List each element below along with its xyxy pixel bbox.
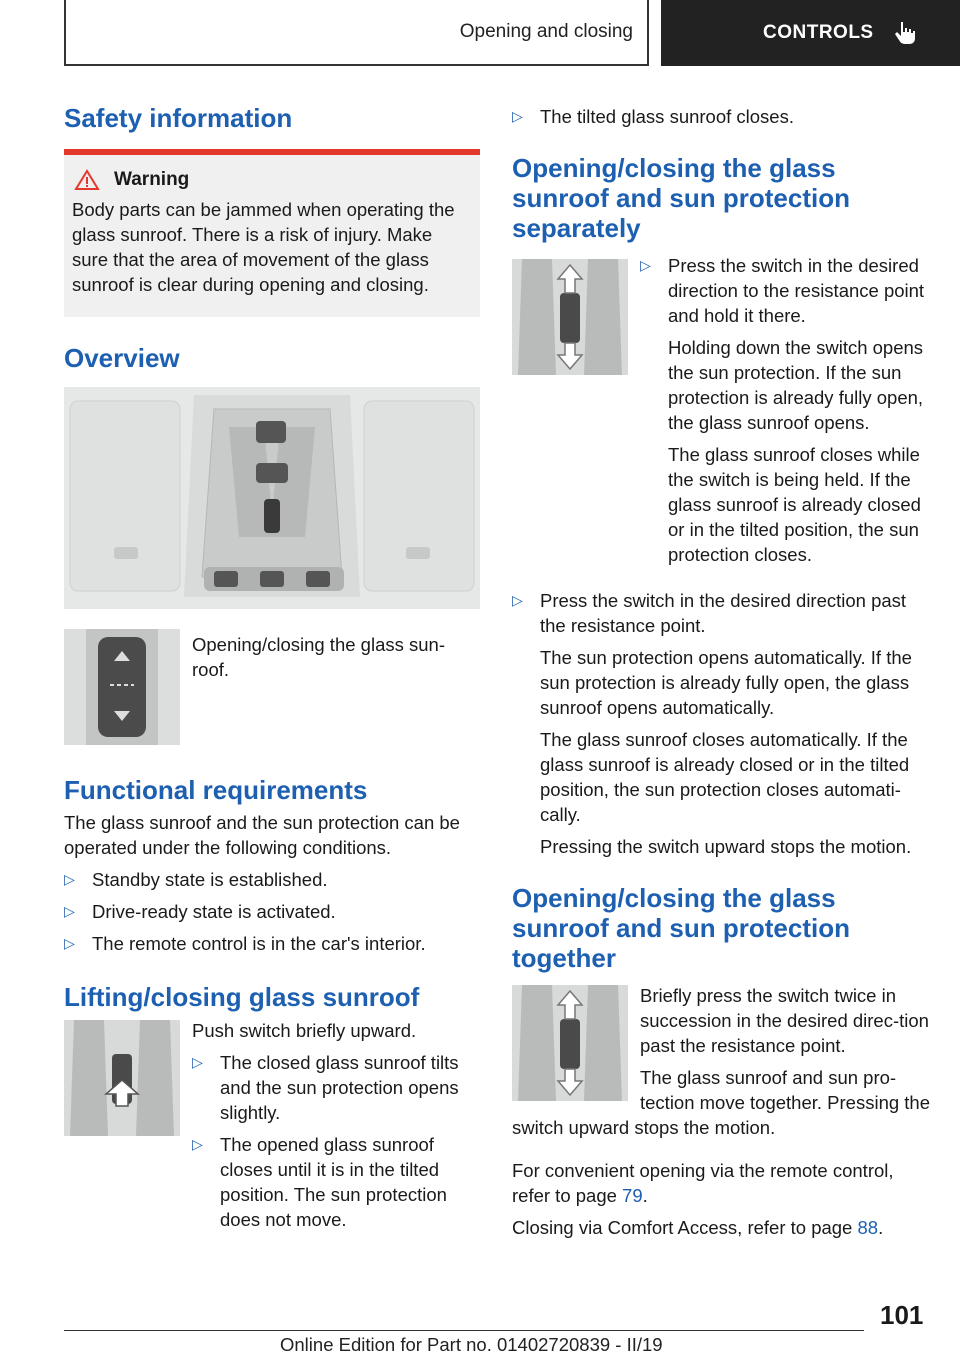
list-item: ▷ Press the switch in the desired direction to the resistance point and hold it there. Holding down the switch opens the sun protection. If the sun protection is already fully open, the glass sunroof opens. The glass sunroof closes while the switch is being held. If the glass sunroof is already closed or in the tilted position, the sun protection closes.	[640, 253, 932, 567]
list-item: ▷ Drive-ready state is activated.	[64, 901, 336, 922]
separately-list-a	[640, 253, 932, 567]
right-column	[512, 100, 932, 1240]
switch-caption-1: Opening/closing the glass sun-	[192, 634, 445, 655]
separately-item1-p2: Holding down the switch opens the sun protection. If the sun protection is already fully open, the glass sunroof opens.	[668, 337, 924, 433]
separately-item2-p3: The glass sunroof closes automatically. If the glass sunroof is already closed or in the tilted position, the sun protection closes automati-cally.	[540, 729, 910, 825]
safety-heading: Safety information	[64, 103, 293, 133]
triangle-bullet-icon: ▷	[192, 1054, 203, 1070]
page-79-link[interactable]: 79	[622, 1185, 643, 1206]
comfort-reference: Closing via Comfort Access, refer to page 88.	[512, 1217, 884, 1238]
separately-list-b	[512, 588, 932, 859]
separately-switch-illustration	[512, 259, 628, 375]
triangle-bullet-icon: ▷	[192, 1136, 203, 1152]
triangle-bullet-icon: ▷	[64, 871, 75, 887]
warning-box	[64, 149, 480, 317]
lifting-row	[64, 1018, 480, 1248]
overview-heading: Overview	[64, 343, 180, 373]
warning-triangle-icon	[74, 169, 100, 191]
list-item: ▷ The closed glass sunroof tilts and the sun protection opens slightly.	[192, 1052, 459, 1123]
page-88-link[interactable]: 88	[857, 1217, 879, 1238]
switch-caption-2: roof.	[192, 659, 230, 680]
warning-text: Body parts can be jammed when operating the glass sunroof. There is a risk of injury. Make sure that the area of movement of the glass sunroof is clear during opening and closing.	[72, 199, 455, 295]
header-section-label: Opening and closing	[459, 21, 633, 42]
together-heading: Opening/closing the glass sunroof and sun protection together	[512, 883, 850, 973]
functional-list	[64, 867, 480, 956]
warning-title	[72, 169, 472, 191]
lifting-heading: Lifting/closing glass sunroof	[64, 982, 420, 1012]
list-item: ▷ The tilted glass sunroof closes.	[512, 106, 794, 127]
together-switch-illustration	[512, 985, 628, 1101]
pointing-hand-icon	[892, 20, 918, 46]
switch-row	[64, 629, 480, 747]
lifting-switch-illustration	[64, 1020, 180, 1136]
roof-console-image	[64, 387, 480, 609]
header-chapter-tab	[661, 0, 960, 66]
header-section-tab	[64, 0, 649, 66]
together-block	[512, 983, 932, 1140]
triangle-bullet-icon: ▷	[64, 903, 75, 919]
separately-row	[512, 257, 932, 593]
separately-item1-p3: The glass sunroof closes while the switch is being held. If the glass sunroof is already closed or in the tilted position, the sun protection closes.	[668, 444, 921, 565]
functional-heading: Functional requirements	[64, 775, 368, 805]
lifting-intro: Push switch briefly upward.	[192, 1020, 417, 1041]
warning-label: Warning	[114, 169, 190, 190]
lifting-list	[192, 1050, 482, 1232]
triangle-bullet-icon: ▷	[640, 257, 651, 273]
list-item: ▷ Standby state is established.	[64, 869, 328, 890]
list-item: ▷ The remote control is in the car's interior.	[64, 933, 426, 954]
page-number: 101	[880, 1300, 924, 1330]
triangle-bullet-icon: ▷	[512, 592, 523, 608]
left-column	[64, 100, 480, 1248]
separately-heading: Opening/closing the glass sunroof and sun protection separately	[512, 153, 850, 243]
header-chapter-label: CONTROLS	[763, 22, 874, 43]
switch-closeup-image	[64, 629, 180, 745]
footer-divider	[64, 1330, 864, 1331]
triangle-bullet-icon: ▷	[512, 108, 523, 124]
triangle-bullet-icon: ▷	[64, 935, 75, 951]
tilted-list	[512, 104, 932, 129]
list-item: ▷ The opened glass sunroof closes until it is in the tilted position. The sun protection does not move.	[192, 1134, 447, 1230]
together-switch-image	[512, 985, 628, 1101]
together-p1: Briefly press the switch twice in succession in the desired direc-tion past the resistance point.	[640, 985, 929, 1056]
lifting-switch-image	[64, 1020, 180, 1136]
list-item: ▷ Press the switch in the desired direction past the resistance point. The sun protection opens automatically. If the sun protection is already fully open, the glass sunroof opens automatically. The glass sunroof closes automatically. If the glass sunroof is already closed or in the tilted position, the sun protection closes automati-cally. Pressing the switch upward stops the motion.	[512, 588, 932, 859]
separately-item2-p4: Pressing the switch upward stops the motion.	[540, 836, 912, 857]
functional-intro: The glass sunroof and the sun protection can be operated under the following conditions.	[64, 812, 460, 858]
separately-switch-image	[512, 259, 628, 375]
switch-illustration	[64, 629, 180, 745]
separately-item2-p2: The sun protection opens automatically. If the sun protection is already fully open, the glass sunroof opens automatically.	[540, 647, 912, 718]
remote-reference: For convenient opening via the remote control, refer to page 79.	[512, 1160, 894, 1206]
together-p2: The glass sunroof and sun pro-tection move together. Pressing the switch upward stops the motion.	[512, 1067, 931, 1138]
footer-edition: Online Edition for Part no. 01402720839 - II/19	[280, 1334, 663, 1355]
roof-console-illustration	[64, 387, 480, 609]
